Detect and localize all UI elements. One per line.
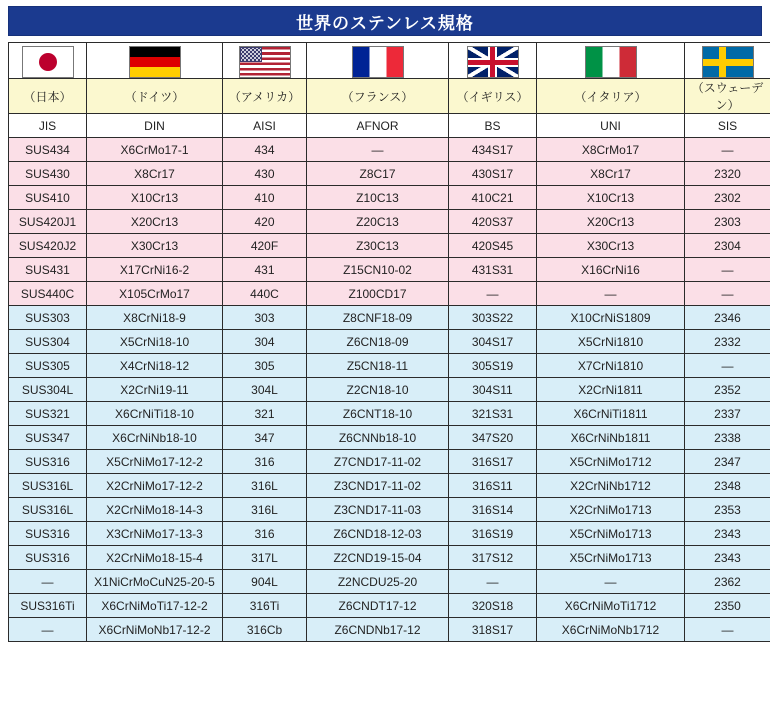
table-cell: Z2CN18-10 <box>307 378 449 402</box>
table-row <box>9 498 770 522</box>
table-cell: 434S17 <box>449 138 537 162</box>
country-label-japan: （日本） <box>9 79 87 114</box>
table-cell: 316L <box>223 474 307 498</box>
table-row <box>9 138 770 162</box>
country-label-uk: （イギリス） <box>449 79 537 114</box>
table-cell: 2348 <box>685 474 770 498</box>
country-label-usa: （アメリカ） <box>223 79 307 114</box>
spec-label-uni: UNI <box>537 114 685 138</box>
table-cell: X2CrNiMo1713 <box>537 498 685 522</box>
table-cell: Z6CNDNb17-12 <box>307 618 449 642</box>
table-cell: 316Cb <box>223 618 307 642</box>
table-cell: 305S19 <box>449 354 537 378</box>
table-cell: SUS316 <box>9 450 87 474</box>
table-cell: 321S31 <box>449 402 537 426</box>
table-cell: 316S17 <box>449 450 537 474</box>
table-cell: X2CrNiMo17-12-2 <box>87 474 223 498</box>
table-cell: X20Cr13 <box>537 210 685 234</box>
table-cell: SUS347 <box>9 426 87 450</box>
table-cell: X10CrNiS1809 <box>537 306 685 330</box>
table-cell: SUS305 <box>9 354 87 378</box>
table-cell: Z6CNT18-10 <box>307 402 449 426</box>
spec-label-aisi: AISI <box>223 114 307 138</box>
table-cell: 304 <box>223 330 307 354</box>
table-cell: Z6CN18-09 <box>307 330 449 354</box>
table-row <box>9 354 770 378</box>
table-cell: — <box>9 570 87 594</box>
table-cell: SUS440C <box>9 282 87 306</box>
table-cell: X30Cr13 <box>537 234 685 258</box>
table-cell: SUS316L <box>9 474 87 498</box>
table-row <box>9 570 770 594</box>
table-cell: — <box>307 138 449 162</box>
table-cell: 317L <box>223 546 307 570</box>
table-cell: 2343 <box>685 522 770 546</box>
table-cell: 316S11 <box>449 474 537 498</box>
country-label-sweden: （スウェーデン） <box>685 79 770 114</box>
table-row <box>9 594 770 618</box>
table-cell: 318S17 <box>449 618 537 642</box>
table-cell: 2302 <box>685 186 770 210</box>
table-cell: X17CrNi16-2 <box>87 258 223 282</box>
table-cell: Z5CN18-11 <box>307 354 449 378</box>
table-cell: Z100CD17 <box>307 282 449 306</box>
table-cell: Z15CN10-02 <box>307 258 449 282</box>
table-cell: SUS410 <box>9 186 87 210</box>
table-cell: 410C21 <box>449 186 537 210</box>
table-cell: 2346 <box>685 306 770 330</box>
table-cell: X6CrNiTi1811 <box>537 402 685 426</box>
table-cell: X6CrNiNb18-10 <box>87 426 223 450</box>
table-cell: 2350 <box>685 594 770 618</box>
table-cell: X6CrNiMoTi1712 <box>537 594 685 618</box>
flag-cell-uk <box>449 43 537 79</box>
table-cell: SUS434 <box>9 138 87 162</box>
table-cell: 2320 <box>685 162 770 186</box>
flag-cell-japan <box>9 43 87 79</box>
table-cell: Z10C13 <box>307 186 449 210</box>
table-row <box>9 474 770 498</box>
table-cell: X5CrNiMo17-12-2 <box>87 450 223 474</box>
table-cell: X4CrNi18-12 <box>87 354 223 378</box>
table-cell: 434 <box>223 138 307 162</box>
flag-header-row <box>9 43 770 79</box>
table-row <box>9 426 770 450</box>
table-cell: 430S17 <box>449 162 537 186</box>
table-cell: X16CrNi16 <box>537 258 685 282</box>
table-cell: Z2CND19-15-04 <box>307 546 449 570</box>
table-cell: SUS316L <box>9 498 87 522</box>
stainless-standards-table <box>8 42 770 642</box>
table-cell: 2304 <box>685 234 770 258</box>
flag-cell-france <box>307 43 449 79</box>
table-row <box>9 618 770 642</box>
table-cell: Z3CND17-11-03 <box>307 498 449 522</box>
table-cell: X2CrNi19-11 <box>87 378 223 402</box>
table-cell: Z6CNDT17-12 <box>307 594 449 618</box>
table-cell: 420F <box>223 234 307 258</box>
table-cell: X3CrNiMo17-13-3 <box>87 522 223 546</box>
table-cell: SUS303 <box>9 306 87 330</box>
table-cell: Z3CND17-11-02 <box>307 474 449 498</box>
table-cell: 410 <box>223 186 307 210</box>
table-cell: 304S11 <box>449 378 537 402</box>
table-cell: — <box>449 570 537 594</box>
table-cell: Z7CND17-11-02 <box>307 450 449 474</box>
table-row <box>9 234 770 258</box>
table-cell: X2CrNiMo18-14-3 <box>87 498 223 522</box>
table-cell: X6CrNiMoTi17-12-2 <box>87 594 223 618</box>
table-row <box>9 162 770 186</box>
flag-cell-germany <box>87 43 223 79</box>
flag-usa-icon <box>239 46 291 78</box>
table-cell: Z6CNNb18-10 <box>307 426 449 450</box>
table-cell: 304S17 <box>449 330 537 354</box>
table-cell: SUS420J1 <box>9 210 87 234</box>
table-cell: X6CrNiMoNb17-12-2 <box>87 618 223 642</box>
table-cell: 431S31 <box>449 258 537 282</box>
table-cell: 316S19 <box>449 522 537 546</box>
table-cell: 2353 <box>685 498 770 522</box>
table-cell: 904L <box>223 570 307 594</box>
table-cell: 320S18 <box>449 594 537 618</box>
table-cell: SUS316 <box>9 522 87 546</box>
table-cell: X7CrNi1810 <box>537 354 685 378</box>
table-cell: 303S22 <box>449 306 537 330</box>
flag-sweden-icon <box>702 46 754 78</box>
table-cell: X105CrMo17 <box>87 282 223 306</box>
table-cell: SUS430 <box>9 162 87 186</box>
table-cell: 2343 <box>685 546 770 570</box>
table-cell: X8Cr17 <box>537 162 685 186</box>
table-row <box>9 402 770 426</box>
flag-cell-usa <box>223 43 307 79</box>
table-cell: X5CrNi18-10 <box>87 330 223 354</box>
table-cell: 420 <box>223 210 307 234</box>
table-cell: 347S20 <box>449 426 537 450</box>
flag-cell-sweden <box>685 43 770 79</box>
table-row <box>9 522 770 546</box>
page-title: 世界のステンレス規格 <box>8 6 762 36</box>
spec-label-jis: JIS <box>9 114 87 138</box>
table-cell: X1NiCrMoCuN25-20-5 <box>87 570 223 594</box>
table-cell: X20Cr13 <box>87 210 223 234</box>
table-cell: X5CrNiMo1712 <box>537 450 685 474</box>
country-header-row <box>9 79 770 114</box>
table-cell: 420S37 <box>449 210 537 234</box>
table-cell: 2332 <box>685 330 770 354</box>
table-cell: X5CrNiMo1713 <box>537 546 685 570</box>
table-cell: X2CrNi1811 <box>537 378 685 402</box>
table-row <box>9 546 770 570</box>
table-cell: 316S14 <box>449 498 537 522</box>
table-cell: 2338 <box>685 426 770 450</box>
flag-japan-icon <box>22 46 74 78</box>
table-cell: — <box>9 618 87 642</box>
table-cell: Z2NCDU25-20 <box>307 570 449 594</box>
table-cell: X6CrNiTi18-10 <box>87 402 223 426</box>
table-cell: SUS321 <box>9 402 87 426</box>
table-row <box>9 210 770 234</box>
table-cell: X5CrNi1810 <box>537 330 685 354</box>
table-cell: 316 <box>223 522 307 546</box>
table-row <box>9 450 770 474</box>
table-cell: 440C <box>223 282 307 306</box>
table-cell: X2CrNiNb1712 <box>537 474 685 498</box>
table-cell: 316L <box>223 498 307 522</box>
table-cell: — <box>685 618 770 642</box>
table-cell: 305 <box>223 354 307 378</box>
table-cell: 2303 <box>685 210 770 234</box>
table-cell: SUS304 <box>9 330 87 354</box>
spec-label-din: DIN <box>87 114 223 138</box>
country-label-france: （フランス） <box>307 79 449 114</box>
table-cell: Z8CNF18-09 <box>307 306 449 330</box>
table-cell: — <box>685 138 770 162</box>
flag-uk-icon <box>467 46 519 78</box>
table-cell: X8CrNi18-9 <box>87 306 223 330</box>
table-cell: 2352 <box>685 378 770 402</box>
table-cell: Z8C17 <box>307 162 449 186</box>
table-cell: 316 <box>223 450 307 474</box>
spec-header-row <box>9 114 770 138</box>
table-cell: — <box>685 282 770 306</box>
table-cell: 303 <box>223 306 307 330</box>
table-cell: — <box>449 282 537 306</box>
table-row <box>9 378 770 402</box>
spec-label-sis: SIS <box>685 114 770 138</box>
table-cell: X8Cr17 <box>87 162 223 186</box>
flag-germany-icon <box>129 46 181 78</box>
table-cell: SUS431 <box>9 258 87 282</box>
table-cell: 347 <box>223 426 307 450</box>
table-cell: X2CrNiMo18-15-4 <box>87 546 223 570</box>
table-cell: — <box>685 354 770 378</box>
table-cell: 316Ti <box>223 594 307 618</box>
country-label-germany: （ドイツ） <box>87 79 223 114</box>
table-cell: — <box>537 570 685 594</box>
table-cell: Z20C13 <box>307 210 449 234</box>
table-cell: Z6CND18-12-03 <box>307 522 449 546</box>
table-cell: 317S12 <box>449 546 537 570</box>
bottom-spacer <box>4 642 766 646</box>
spec-label-afnor: AFNOR <box>307 114 449 138</box>
table-cell: X5CrNiMo1713 <box>537 522 685 546</box>
table-cell: 431 <box>223 258 307 282</box>
table-cell: SUS316 <box>9 546 87 570</box>
table-cell: X6CrNiMoNb1712 <box>537 618 685 642</box>
table-cell: X10Cr13 <box>87 186 223 210</box>
table-cell: — <box>685 258 770 282</box>
table-cell: 2337 <box>685 402 770 426</box>
flag-france-icon <box>352 46 404 78</box>
table-cell: 420S45 <box>449 234 537 258</box>
table-row <box>9 282 770 306</box>
table-cell: X8CrMo17 <box>537 138 685 162</box>
table-cell: 2347 <box>685 450 770 474</box>
table-row <box>9 258 770 282</box>
standards-document <box>0 6 770 646</box>
table-cell: X10Cr13 <box>537 186 685 210</box>
table-cell: 2362 <box>685 570 770 594</box>
table-cell: X6CrNiNb1811 <box>537 426 685 450</box>
table-cell: SUS316Ti <box>9 594 87 618</box>
table-cell: SUS304L <box>9 378 87 402</box>
table-cell: 304L <box>223 378 307 402</box>
table-body <box>9 138 770 642</box>
table-row <box>9 186 770 210</box>
flag-cell-italy <box>537 43 685 79</box>
table-row <box>9 330 770 354</box>
flag-italy-icon <box>585 46 637 78</box>
table-cell: Z30C13 <box>307 234 449 258</box>
table-row <box>9 306 770 330</box>
table-cell: 430 <box>223 162 307 186</box>
table-cell: 321 <box>223 402 307 426</box>
table-cell: X6CrMo17-1 <box>87 138 223 162</box>
table-cell: SUS420J2 <box>9 234 87 258</box>
spec-label-bs: BS <box>449 114 537 138</box>
country-label-italy: （イタリア） <box>537 79 685 114</box>
table-cell: — <box>537 282 685 306</box>
table-cell: X30Cr13 <box>87 234 223 258</box>
